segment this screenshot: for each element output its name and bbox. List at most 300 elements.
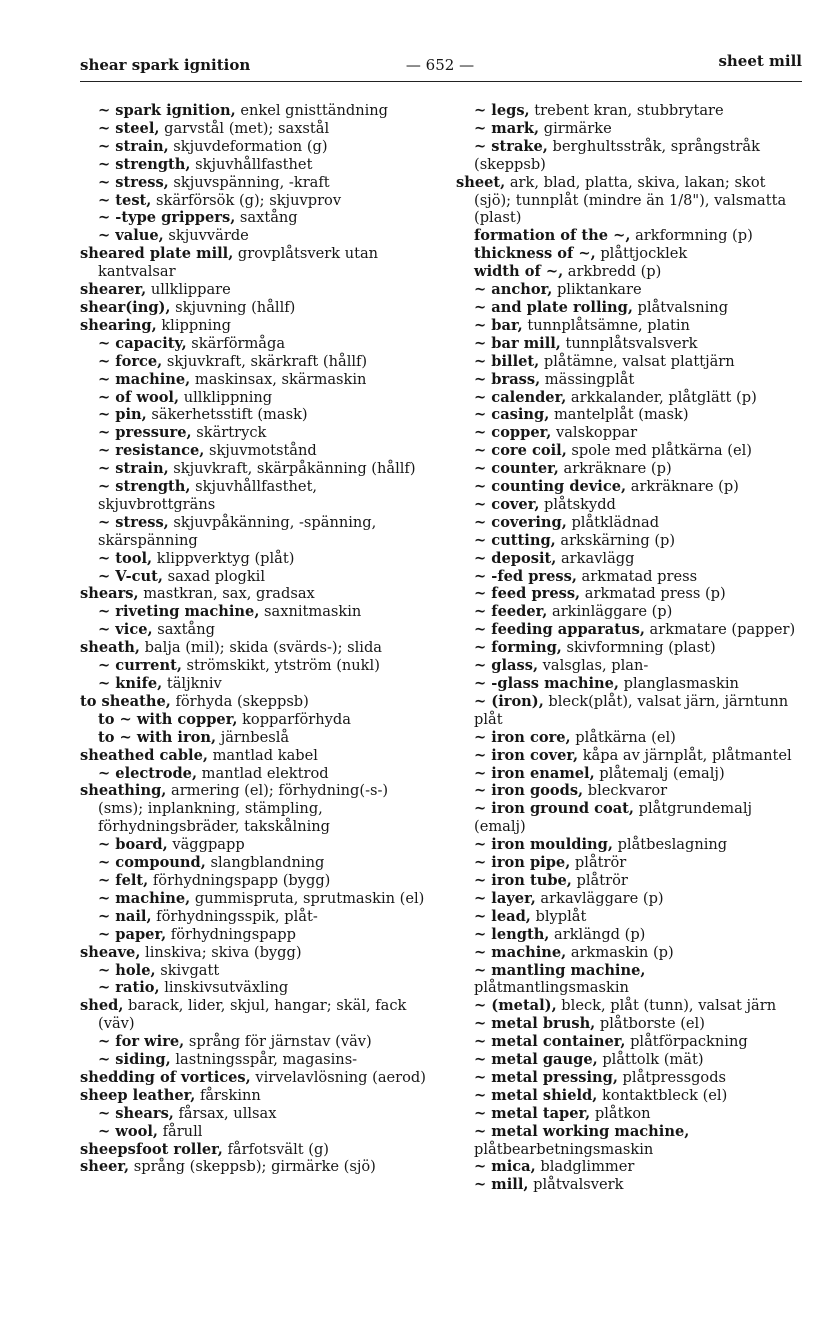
entry-term: ~ casing, (474, 406, 550, 424)
sub-entry (80, 353, 436, 371)
entry-term: ~ paper, (98, 925, 167, 943)
entry-term: ~ billet, (474, 352, 540, 370)
entry-definition: spole med plåtkärna (el) (566, 442, 752, 460)
sub-entry (456, 299, 802, 317)
entry-definition: plåtborste (el) (595, 1015, 705, 1033)
entry-definition: valsglas, plan- (538, 657, 649, 675)
entry-definition: järnbeslå (216, 728, 290, 746)
entry-term: ~ calender, (474, 388, 567, 406)
entry-term: ~ strake, (474, 137, 548, 155)
sub-entry (456, 496, 802, 514)
entry-definition: plåtklädnad (566, 513, 660, 531)
entry-term: ~ shears, (98, 1104, 174, 1122)
entry-definition: trebent kran, stubbrytare (529, 102, 724, 119)
entry-definition: girmärke (539, 119, 612, 137)
entry-definition: plåtbearbetningsmaskin (474, 1140, 654, 1158)
sub-entry (80, 192, 436, 210)
entry-term: ~ copper, (474, 424, 552, 442)
entry-term: ~ mantling machine, (474, 961, 646, 979)
sub-entry (80, 711, 436, 729)
entry-term: ~ force, (98, 352, 163, 370)
entry-term: ~ (metal), (474, 997, 557, 1015)
entry-definition: arkmatad press (576, 567, 698, 585)
entry-definition: valskoppar (551, 424, 638, 442)
entry-definition: skjuvspänning, -kraft (168, 173, 330, 191)
entry-term: ~ siding, (98, 1051, 171, 1069)
entry-term: shearing, (80, 316, 157, 334)
entry-definition: skjuvdeformation (g) (168, 137, 328, 155)
entry-definition: fårfotsvält (g) (222, 1140, 329, 1158)
entry-definition: plåttolk (mät) (597, 1051, 704, 1069)
entry-term: ~ hole, (98, 961, 156, 979)
entry-term: ~ strain, (98, 137, 169, 155)
main-entry (80, 944, 436, 962)
entry-definition: skjuvpåkänning, -spänning, skärspänning (98, 513, 377, 549)
sub-entry (80, 209, 436, 227)
entry-definition: plåtmantlingsmaskin (474, 979, 629, 997)
sub-entry (80, 926, 436, 944)
sub-entry (80, 227, 436, 245)
sub-entry (456, 836, 802, 854)
entry-term: ~ machine, (474, 943, 567, 961)
entry-definition: mantlad kabel (207, 746, 318, 764)
entry-term: ~ counter, (474, 460, 559, 478)
entry-term: to ~ with iron, (98, 728, 217, 746)
main-entry (80, 317, 436, 335)
page-number: — 652 — (405, 56, 475, 74)
entry-definition: arkbredd (p) (563, 263, 662, 281)
main-entry (80, 782, 436, 836)
entry-term: ~ iron core, (474, 728, 571, 746)
entry-term: ~ feeder, (474, 603, 548, 621)
entry-term: width of ~, (474, 263, 564, 281)
entry-definition: mässingplåt (540, 370, 635, 388)
entry-term: shearer, (80, 281, 147, 299)
sub-entry (456, 550, 802, 568)
entry-term: ~ strength, (98, 155, 191, 173)
entry-term: ~ knife, (98, 675, 163, 692)
entry-term: sheathing, (80, 782, 167, 800)
entry-definition: bleckvaror (583, 782, 668, 800)
sub-entry (456, 227, 802, 245)
sub-entry (456, 872, 802, 890)
sub-entry (80, 138, 436, 156)
entry-term: ~ cover, (474, 495, 540, 513)
entry-term: shear(ing), (80, 298, 171, 316)
entry-term: ~ metal gauge, (474, 1051, 598, 1069)
entry-definition: barack, lider, skjul, hangar; skäl, fack (väv) (98, 997, 407, 1033)
entry-definition: saxnitmaskin (259, 603, 362, 621)
entry-definition: förhydningspapp (166, 925, 296, 943)
entry-term: ~ iron ground coat, (474, 800, 634, 818)
entry-term: sheet, (456, 173, 506, 191)
entry-term: ~ machine, (98, 370, 191, 388)
page-header (80, 52, 802, 78)
sub-entry (456, 442, 802, 460)
sub-entry (456, 1176, 802, 1194)
sub-entry (80, 568, 436, 586)
entry-term: ~ ratio, (98, 979, 160, 997)
sub-entry (456, 693, 802, 729)
sub-entry (80, 424, 436, 442)
entry-definition: förhyda (skeppsb) (170, 692, 309, 710)
entry-definition: plåtpressgods (617, 1068, 727, 1086)
entry-definition: arkmatare (papper) (644, 621, 796, 639)
entry-definition: arklängd (p) (549, 925, 646, 943)
entry-term: ~ counting device, (474, 478, 627, 496)
entry-definition: ark, blad, platta, skiva, lakan; skot (sjö); tunnplåt (mindre än 1/8"), valsmatta (plast) (474, 173, 787, 227)
sub-entry (456, 603, 802, 621)
entry-definition: mastkran, sax, gradsax (138, 585, 315, 603)
entry-definition: bleck, plåt (tunn), valsat järn (556, 997, 777, 1015)
entry-term: ~ steel, (98, 119, 160, 137)
entry-definition: plåtkärna (el) (570, 728, 676, 746)
entry-definition: fårsax, ullsax (173, 1104, 277, 1122)
sub-entry (80, 478, 436, 514)
sub-entry (456, 854, 802, 872)
entry-term: ~ pressure, (98, 424, 192, 442)
sub-entry (456, 478, 802, 496)
running-head-left: shear spark ignition (80, 56, 251, 74)
entry-definition: skivformning (plast) (561, 639, 716, 657)
entry-definition: saxtång (152, 621, 215, 639)
entry-term: sheared plate mill, (80, 245, 234, 263)
entry-definition: arkmatad press (p) (580, 585, 726, 603)
sub-entry (456, 585, 802, 603)
entry-term: ~ lead, (474, 907, 531, 925)
entry-term: shed, (80, 997, 124, 1015)
entry-definition: skjuvvärde (163, 227, 249, 245)
entry-term: to ~ with copper, (98, 710, 238, 728)
sub-entry (80, 550, 436, 568)
sub-entry (456, 1015, 802, 1033)
entry-definition: täljkniv (162, 675, 222, 692)
entry-definition: kåpa av järnplåt, plåtmantel (578, 746, 792, 764)
sub-entry (80, 514, 436, 550)
entry-term: ~ cutting, (474, 531, 556, 549)
sub-entry (80, 729, 436, 747)
sub-entry (456, 962, 802, 998)
sub-entry (80, 1051, 436, 1069)
left-column (80, 102, 436, 1176)
sub-entry (456, 621, 802, 639)
sub-entry (456, 389, 802, 407)
entry-definition: skjuvhållfasthet, skjuvbrottgräns (98, 478, 318, 513)
entry-term: ~ layer, (474, 889, 536, 907)
right-column (456, 102, 802, 1194)
entry-definition: tunnplåtsämne, platin (522, 316, 690, 334)
entry-term: ~ covering, (474, 513, 567, 531)
sub-entry (80, 156, 436, 174)
entry-term: ~ deposit, (474, 549, 557, 567)
entry-definition: språng (skeppsb); girmärke (sjö) (129, 1158, 376, 1176)
entry-definition: arkräknare (p) (558, 460, 672, 478)
entry-definition: bleck(plåt), valsat järn, järntunn plåt (474, 692, 789, 728)
entry-term: sheer, (80, 1158, 130, 1176)
entry-definition: saxad plogkil (162, 567, 266, 585)
sub-entry (456, 639, 802, 657)
entry-term: ~ iron pipe, (474, 854, 571, 872)
entry-term: sheave, (80, 943, 141, 961)
sub-entry (456, 120, 802, 138)
entry-definition: skärtryck (191, 424, 267, 442)
sub-entry (456, 460, 802, 478)
entry-definition: maskinsax, skärmaskin (190, 370, 367, 388)
sub-entry (456, 747, 802, 765)
entry-definition: arkmaskin (p) (566, 943, 674, 961)
entry-definition: kopparförhyda (237, 710, 351, 728)
sub-entry (80, 406, 436, 424)
sub-entry (80, 854, 436, 872)
entry-term: ~ test, (98, 191, 152, 209)
entry-term: sheathed cable, (80, 746, 208, 764)
entry-definition: strömskikt, ytström (nukl) (181, 657, 380, 675)
entry-definition: säkerhetsstift (mask) (146, 406, 308, 424)
entry-term: ~ core coil, (474, 442, 567, 460)
sub-entry (456, 263, 802, 281)
entry-definition: förhydningsspik, plåt- (151, 907, 318, 925)
sub-entry (80, 460, 436, 478)
sub-entry (456, 782, 802, 800)
entry-term: ~ pin, (98, 406, 147, 424)
entry-definition: plåtgrundemalj (emalj) (474, 800, 753, 836)
entry-definition: planglasmaskin (619, 675, 739, 692)
entry-term: ~ nail, (98, 907, 152, 925)
entry-definition: slangblandning (205, 854, 325, 872)
entry-definition: skjuvmotstånd (204, 442, 317, 460)
sub-entry (80, 335, 436, 353)
sub-entry (456, 102, 802, 120)
sub-entry (456, 1051, 802, 1069)
entry-definition: skärförsök (g); skjuvprov (151, 191, 342, 209)
entry-term: ~ mark, (474, 119, 540, 137)
entry-term: ~ for wire, (98, 1033, 185, 1051)
main-entry (80, 1141, 436, 1159)
entry-definition: linskiva; skiva (bygg) (140, 943, 302, 961)
sub-entry (80, 962, 436, 980)
entry-term: ~ stress, (98, 513, 169, 531)
sub-entry (80, 389, 436, 407)
entry-definition: plåtbeslagning (612, 836, 728, 854)
entry-term: ~ metal shield, (474, 1086, 598, 1104)
entry-term: ~ metal taper, (474, 1104, 591, 1122)
entry-definition: gummispruta, sprutmaskin (el) (190, 889, 425, 907)
entry-term: ~ mill, (474, 1176, 529, 1194)
sub-entry (80, 603, 436, 621)
entry-definition: plåttjocklek (595, 245, 688, 263)
sub-entry (456, 1123, 802, 1159)
entry-definition: virvelavlösning (aerod) (250, 1068, 426, 1086)
sub-entry (80, 979, 436, 997)
sub-entry (456, 1069, 802, 1087)
entry-definition: tunnplåtsvalsverk (560, 334, 698, 352)
sub-entry (456, 532, 802, 550)
sub-entry (80, 1033, 436, 1051)
entry-term: ~ strain, (98, 460, 169, 478)
entry-definition: skivgatt (155, 961, 220, 979)
sub-entry (456, 568, 802, 586)
main-entry (80, 693, 436, 711)
entry-definition: balja (mil); skida (svärds-); slida (140, 639, 382, 657)
entry-term: ~ -type grippers, (98, 209, 236, 227)
entry-term: ~ V-cut, (98, 567, 163, 585)
sub-entry (80, 621, 436, 639)
entry-definition: skjuvkraft, skärkraft (hållf) (162, 352, 368, 370)
sub-entry (456, 729, 802, 747)
entry-term: ~ brass, (474, 370, 541, 388)
main-entry (80, 1069, 436, 1087)
entry-definition: arkformning (p) (630, 227, 753, 245)
sub-entry (80, 675, 436, 693)
entry-definition: förhydningspapp (bygg) (148, 871, 331, 889)
entry-term: shedding of vortices, (80, 1068, 251, 1086)
entry-term: ~ feed press, (474, 585, 581, 603)
sub-entry (456, 944, 802, 962)
entry-term: ~ iron enamel, (474, 764, 595, 782)
entry-definition: arkkalander, plåtglätt (p) (566, 388, 757, 406)
entry-term: ~ anchor, (474, 281, 553, 299)
main-entry (80, 299, 436, 317)
entry-term: ~ value, (98, 227, 164, 245)
entry-term: sheep leather, (80, 1086, 196, 1104)
entry-term: ~ metal container, (474, 1033, 626, 1051)
main-entry (456, 174, 802, 228)
entry-definition: klippverktyg (plåt) (152, 549, 295, 567)
entry-term: ~ metal pressing, (474, 1068, 618, 1086)
entry-term: to sheathe, (80, 692, 171, 710)
entry-term: ~ feeding apparatus, (474, 621, 645, 639)
sub-entry (456, 281, 802, 299)
entry-definition: arkavläggare (p) (535, 889, 664, 907)
entry-definition: plåtrör (570, 854, 627, 872)
entry-term: ~ bar, (474, 316, 523, 334)
entry-term: ~ iron tube, (474, 871, 572, 889)
main-entry (80, 639, 436, 657)
entry-term: ~ (iron), (474, 692, 544, 710)
sub-entry (456, 353, 802, 371)
entry-term: ~ -glass machine, (474, 675, 619, 692)
entry-term: ~ riveting machine, (98, 603, 260, 621)
entry-term: ~ metal working machine, (474, 1122, 690, 1140)
main-entry (80, 997, 436, 1033)
entry-definition: arkskärning (p) (555, 531, 676, 549)
entry-term: ~ metal brush, (474, 1015, 596, 1033)
entry-term: ~ glass, (474, 657, 539, 675)
entry-term: ~ electrode, (98, 764, 198, 782)
entry-definition: väggpapp (167, 836, 245, 854)
entry-definition: arkinläggare (p) (547, 603, 673, 621)
sub-entry (456, 138, 802, 174)
sub-entry (456, 765, 802, 783)
sub-entry (80, 442, 436, 460)
entry-definition: plåtvalsning (632, 298, 729, 316)
entry-definition: skärförmåga (186, 334, 286, 352)
sub-entry (456, 371, 802, 389)
entry-term: formation of the ~, (474, 227, 631, 245)
entry-term: ~ and plate rolling, (474, 298, 633, 316)
entry-definition: plåtemalj (emalj) (594, 764, 725, 782)
main-entry (80, 1087, 436, 1105)
entry-term: ~ board, (98, 836, 168, 854)
sub-entry (80, 174, 436, 192)
entry-definition: mantlad elektrod (197, 764, 329, 782)
entry-definition: klippning (156, 316, 232, 334)
entry-definition: skjuvkraft, skärpåkänning (hållf) (168, 460, 416, 478)
entry-term: ~ spark ignition, (98, 102, 236, 119)
sub-entry (80, 765, 436, 783)
entry-term: ~ capacity, (98, 334, 187, 352)
entry-term: ~ compound, (98, 854, 206, 872)
sub-entry (456, 800, 802, 836)
sub-entry (456, 1087, 802, 1105)
entry-definition: skjuvhållfasthet (190, 155, 313, 173)
entry-definition: berghultsstråk, språngstråk (skeppsb) (474, 137, 760, 173)
sub-entry (456, 245, 802, 263)
entry-definition: plåtämne, valsat plattjärn (539, 352, 735, 370)
entry-term: ~ of wool, (98, 388, 180, 406)
sub-entry (80, 1105, 436, 1123)
entry-term: ~ stress, (98, 173, 169, 191)
entry-term: ~ machine, (98, 889, 191, 907)
entry-definition: plåtskydd (539, 495, 616, 513)
entry-term: ~ bar mill, (474, 334, 561, 352)
entry-definition: pliktankare (552, 281, 642, 299)
entry-definition: plåtförpackning (625, 1033, 748, 1051)
sub-entry (80, 371, 436, 389)
sub-entry (80, 908, 436, 926)
entry-term: ~ resistance, (98, 442, 205, 460)
sub-entry (456, 926, 802, 944)
sub-entry (456, 1105, 802, 1123)
entry-term: ~ -fed press, (474, 567, 577, 585)
entry-definition: blyplåt (530, 907, 587, 925)
entry-term: ~ mica, (474, 1158, 536, 1176)
sub-entry (456, 908, 802, 926)
running-head-right: sheet mill (718, 52, 802, 70)
sub-entry (456, 514, 802, 532)
entry-definition: saxtång (235, 209, 298, 227)
sub-entry (456, 675, 802, 693)
entry-definition: språng för järnstav (väv) (184, 1033, 372, 1051)
entry-term: ~ strength, (98, 478, 191, 496)
entry-term: ~ forming, (474, 639, 562, 657)
main-entry (80, 245, 436, 281)
sub-entry (456, 424, 802, 442)
entry-term: ~ iron moulding, (474, 836, 613, 854)
entry-definition: enkel gnisttändning (235, 102, 389, 119)
entry-term: ~ iron goods, (474, 782, 584, 800)
entry-term: ~ legs, (474, 102, 530, 119)
entry-term: ~ current, (98, 657, 182, 675)
sub-entry (456, 1158, 802, 1176)
entry-definition: grovplåtsverk utan kantvalsar (98, 245, 379, 281)
entry-definition: lastningsspår, magasins- (170, 1051, 358, 1069)
sub-entry (456, 1033, 802, 1051)
entry-term: ~ tool, (98, 549, 153, 567)
sub-entry (80, 872, 436, 890)
entry-definition: garvstål (met); saxstål (159, 119, 330, 137)
main-entry (80, 585, 436, 603)
header-rule (80, 81, 802, 82)
entry-definition: plåtkon (590, 1104, 651, 1122)
entry-definition: bladglimmer (535, 1158, 635, 1176)
entry-definition: armering (el); förhydning(-s-) (sms); inplankning, stämpling, förhydningsbräder, takskålning (98, 782, 389, 836)
entry-definition: fårull (157, 1122, 203, 1140)
entry-definition: kontaktbleck (el) (597, 1086, 728, 1104)
entry-definition: ullklippning (179, 388, 273, 406)
main-entry (80, 747, 436, 765)
main-entry (80, 1158, 436, 1176)
